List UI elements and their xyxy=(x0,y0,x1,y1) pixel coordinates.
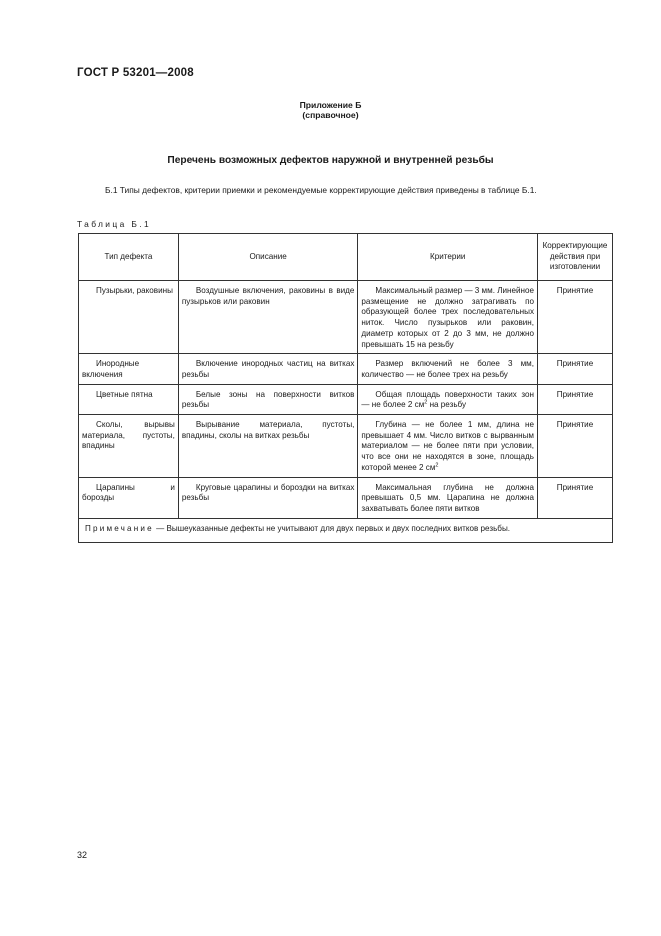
defects-table xyxy=(78,233,613,543)
page-number: 32 xyxy=(77,850,88,860)
table-row xyxy=(79,281,613,354)
cell-action: Принятие xyxy=(538,477,613,518)
criteria-superscript: 2 xyxy=(435,462,439,469)
criteria-text: Глубина — не более 1 мм, длина не превышает 4 мм. Число витков с вырванным материалом — не более пяти при условии, что все они не находятся в зоне, площадь которой менее 2 см xyxy=(361,420,534,472)
cell-type: Инородные включения xyxy=(79,354,179,384)
cell-action: Принятие xyxy=(538,415,613,478)
cell-type: Сколы, вырывы материала, пустоты, впадины xyxy=(79,415,179,478)
intro-paragraph: Б.1 Типы дефектов, критерии приемки и рекомендуемые корректирующие действия приведены в таблице Б.1. xyxy=(105,185,537,195)
table-header-row xyxy=(79,234,613,281)
note-text: — Вышеуказанные дефекты не учитывают для двух первых и двух последних витков резьбы. xyxy=(153,523,511,533)
cell-description: Вырывание материала, пустоты, впадины, сколы на витках резьбы xyxy=(178,415,358,478)
section-title: Перечень возможных дефектов наружной и внутренней резьбы xyxy=(167,155,494,166)
cell-description: Включение инородных частиц на витках резьбы xyxy=(178,354,358,384)
table-note-row xyxy=(79,518,613,543)
table-row xyxy=(79,477,613,518)
note-label: Примечание xyxy=(85,523,154,533)
appendix-title: Приложение Б xyxy=(299,100,362,110)
cell-criteria: Максимальный размер — 3 мм. Линейное размещение не должно затрагивать по образующей более трех последовательных ниток. Число пузырьков или раковин, диаметр которых от 2 до 3 мм, не должно превышать 15 на резьбу xyxy=(358,281,538,354)
cell-action: Принятие xyxy=(538,384,613,414)
table-row xyxy=(79,415,613,478)
table-row xyxy=(79,384,613,414)
cell-type: Цветные пятна xyxy=(79,384,179,414)
cell-description: Круговые царапины и бороздки на витках резьбы xyxy=(178,477,358,518)
header-action: Корректирующие действия при изготовлении xyxy=(538,234,613,281)
cell-criteria xyxy=(358,415,538,478)
cell-description: Воздушные включения, раковины в виде пузырьков или раковин xyxy=(178,281,358,354)
cell-type: Царапины и борозды xyxy=(79,477,179,518)
table-row xyxy=(79,354,613,384)
document-id: ГОСТ Р 53201—2008 xyxy=(77,67,194,79)
cell-action: Принятие xyxy=(538,354,613,384)
header-criteria: Критерии xyxy=(358,234,538,281)
criteria-text: Общая площадь поверхности таких зон — не более 2 см xyxy=(361,389,534,410)
cell-criteria: Размер включений не более 3 мм, количество — не более трех на резьбу xyxy=(358,354,538,384)
header-description: Описание xyxy=(178,234,358,281)
appendix-subtitle: (справочное) xyxy=(302,110,359,120)
table-note xyxy=(79,518,613,543)
cell-criteria: Максимальная глубина не должна превышать 0,5 мм. Царапина не должна захватывать более пяти витков xyxy=(358,477,538,518)
table-caption: Таблица Б.1 xyxy=(77,219,152,229)
criteria-superscript: 2 xyxy=(424,399,428,406)
cell-criteria xyxy=(358,384,538,414)
criteria-tail: на резьбу xyxy=(427,400,467,410)
cell-type: Пузырьки, раковины xyxy=(79,281,179,354)
header-type: Тип дефекта xyxy=(79,234,179,281)
cell-description: Белые зоны на поверхности витков резьбы xyxy=(178,384,358,414)
cell-action: Принятие xyxy=(538,281,613,354)
